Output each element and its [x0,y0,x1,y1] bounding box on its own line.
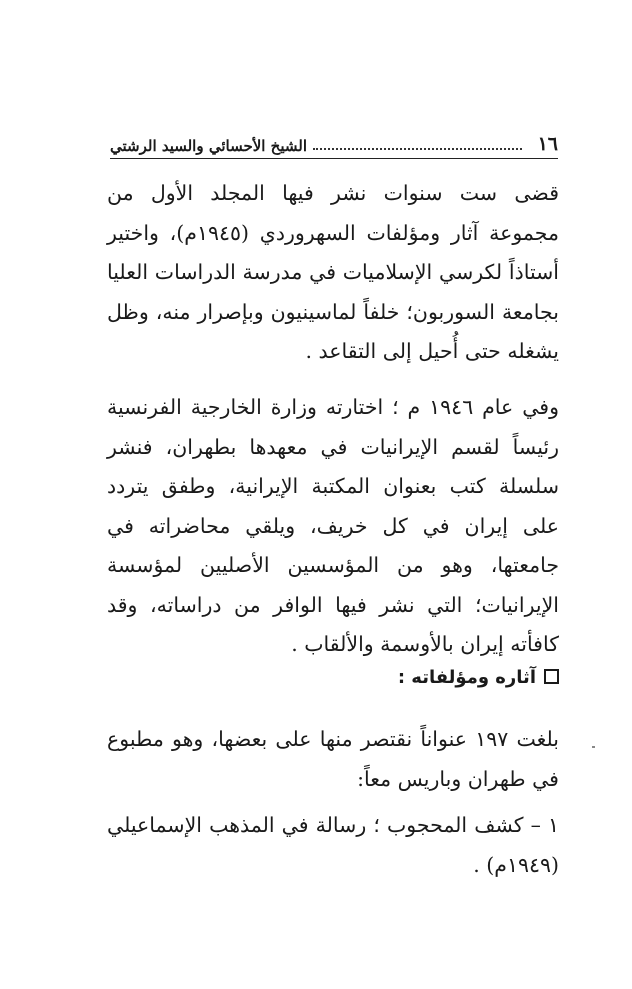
scan-speck [592,746,595,748]
paragraph-3: بلغت ١٩٧ عنواناً نقتصر منها على بعضها، وهو مطبوع في طهران وباريس معاً: [107,727,559,791]
section-heading [107,664,559,692]
header-rule [110,158,558,159]
running-title: الشيخ الأحسائي والسيد الرشتي [110,137,307,155]
dotted-leader [313,147,522,150]
list-item-1: ١ – كشف المحجوب ؛ رسالة في المذهب الإسماعيلي (١٩٤٩م) . [107,813,559,877]
running-head [110,128,558,154]
square-bullet-icon [544,669,559,684]
section-heading-text: آثاره ومؤلفاته : [397,667,536,688]
paragraph-2: وفي عام ١٩٤٦ م ؛ اختارته وزارة الخارجية الفرنسية رئيساً لقسم الإيرانيات في معهدها بطهران، فنشر سلسلة كتب بعنوان المكتبة الإيرانية، وطفق يتردد على إيران في كل خريف، ويلقي محاضراته في جامعتها، وهو من المؤسسين الأصليين لمؤسسة الإيرانيات؛ التي نشر فيها الوافر من دراساته، وقد كافأته إيران بالأوسمة والألقاب . [107,395,559,656]
page-number: ١٦ [537,133,558,155]
paragraph-1: قضى ست سنوات نشر فيها المجلد الأول من مجموعة آثار ومؤلفات السهروردي (١٩٤٥م)، واختير أستاذاً لكرسي الإسلاميات في مدرسة الدراسات العليا بجامعة السوربون؛ خلفاً لماسينيون وبإصرار منه، وظل يشغله حتى أُحيل إلى التقاعد . [107,181,559,363]
